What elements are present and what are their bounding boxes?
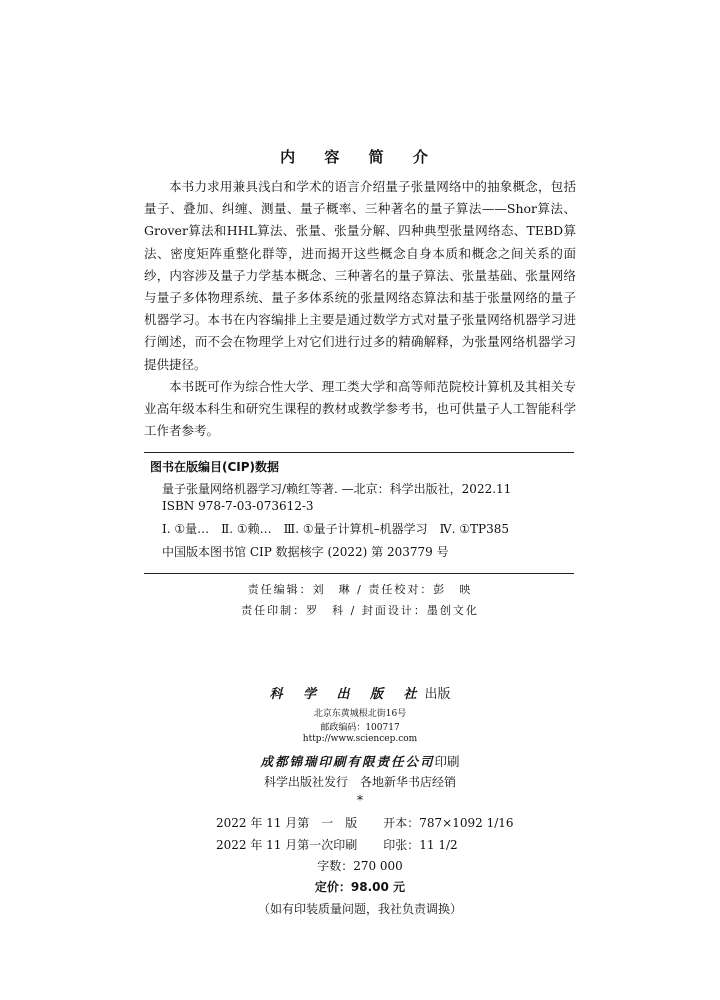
printer-line [0,752,720,770]
cip-title-line: 量子张量网络机器学习/赖红等著. —北京：科学出版社，2022.11 [162,482,512,496]
printer-suffix: 印刷 [434,754,460,769]
publisher-suffix: 出版 [424,687,451,702]
cip-isbn-line: ISBN 978-7-03-073612-3 [162,499,314,513]
editor-credits: 责任编辑：刘 琳 / 责任校对：彭 映 [247,583,473,596]
publisher-line [0,683,720,702]
cip-heading: 图书在版编目(CIP)数据 [150,460,280,474]
page-title: 内 容 简 介 [280,148,440,166]
price: 定价：98.00 元 [314,880,406,894]
printing-line [216,836,458,853]
publisher-name: 科 学 出 版 社 [269,687,425,702]
print-sheets: 印张：11 1/2 [383,838,458,852]
printer-name: 成都锦瑞印刷有限责任公司 [260,754,435,769]
word-count: 字数：270 000 [317,859,403,873]
cip-classification-line: Ⅰ. ①量… Ⅱ. ①赖… Ⅲ. ①量子计算机–机器学习 Ⅳ. ①TP385 [162,522,509,536]
cip-top-rule [144,452,574,453]
format-size: 开本：787×1092 1/16 [383,816,514,830]
quality-note: （如有印装质量问题，我社负责调换） [257,902,462,916]
edition-date: 2022 年 11 月第 一 版 [216,816,358,830]
publisher-postcode: 邮政编码：100717 [320,723,400,733]
distribution-line: 科学出版社发行 各地新华书店经销 [263,775,456,789]
cip-bottom-rule [144,573,574,574]
book-summary [144,176,576,442]
print-date: 2022 年 11 月第一次印刷 [216,838,358,852]
edition-line [216,814,514,831]
publisher-website: http://www.sciencep.com [302,734,418,744]
publisher-address: 北京东黄城根北街16号 [313,709,407,719]
separator-star: * [357,793,363,807]
cip-block [150,458,570,561]
production-credits: 责任印制：罗 科 / 封面设计：墨创文化 [241,604,479,617]
summary-paragraph-2: 本书既可作为综合性大学、理工类大学和高等师范院校计算机及其相关专业高年级本科生和研究生课程的教材或教学参考书，也可供量子人工智能科学工作者参考。 [144,378,576,439]
summary-paragraph-1: 本书力求用兼具浅白和学术的语言介绍量子张量网络中的抽象概念，包括量子、叠加、纠缠、测量、量子概率、三种著名的量子算法——Shor算法、Grover算法和HHL算法、张量、张量分解、四种典型张量网络态、TEBD算法、密度矩阵重整化群等，进而揭开这些概念自身本质和概念之间关系的面纱，内容涉及量子力学基本概念、三种著名的量子算法、张量基础、张量网络与量子多体物理系统、量子多体系统的张量网络态算法和基于张量网络的量子机器学习。本书在内容编排上主要是通过数学方式对量子张量网络机器学习进行阐述，而不会在物理学上对它们进行过多的精确解释，为张量网络机器学习提供捷径。 [144,179,576,372]
cip-record-line: 中国版本图书馆 CIP 数据核字 (2022) 第 203779 号 [162,545,449,559]
